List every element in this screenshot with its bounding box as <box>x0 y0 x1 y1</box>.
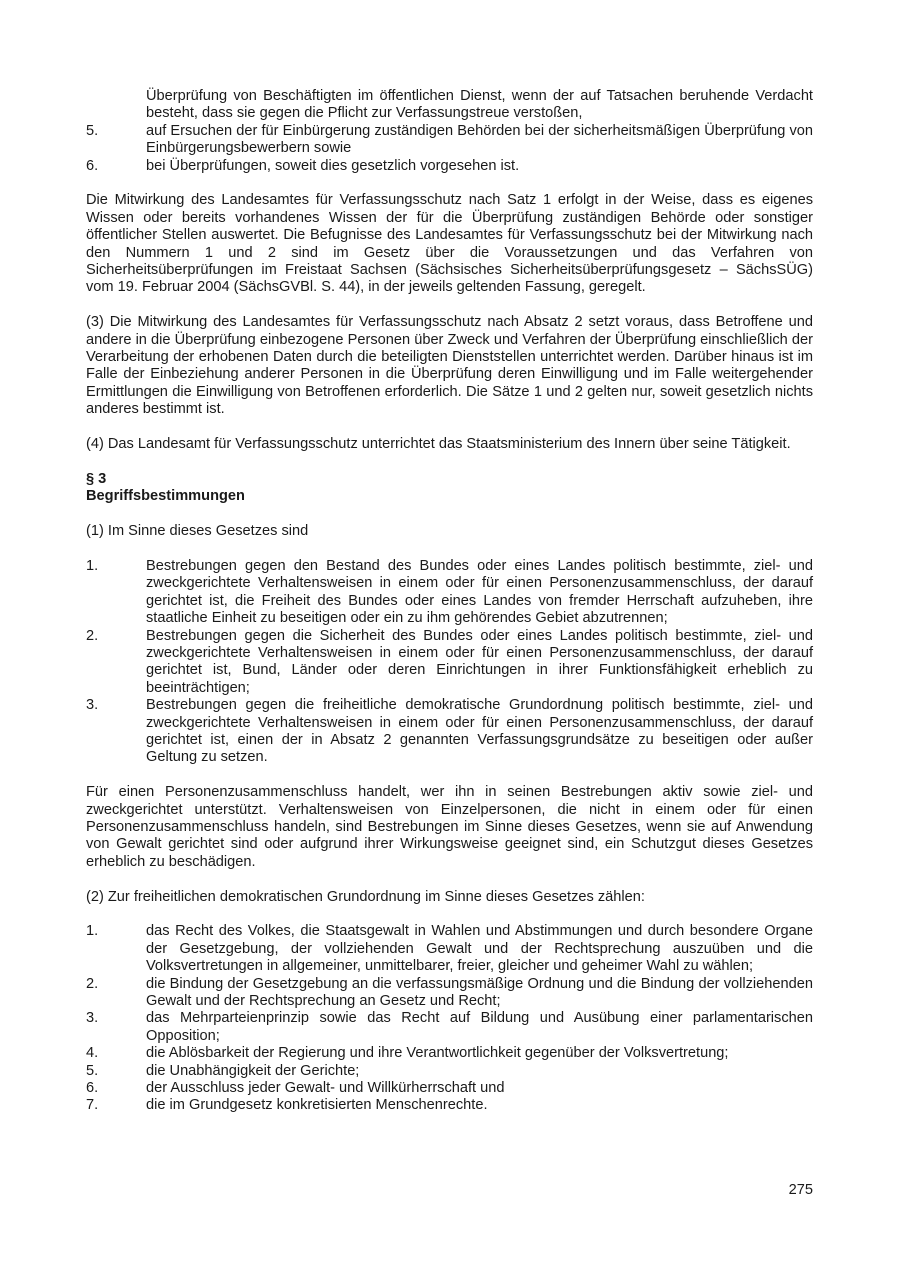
list-item-number: 7. <box>86 1097 99 1114</box>
grundordnung-list <box>86 923 813 1114</box>
list-item-number: 6. <box>86 1080 99 1097</box>
document-page <box>86 88 813 1115</box>
list-item <box>86 1097 813 1114</box>
list-item-number: 3. <box>86 697 99 714</box>
list-item-text: Bestrebungen gegen den Bestand des Bundes oder eines Landes politisch bestimmte, ziel- und zweckgerichtete Verhaltensweisen in einem oder für einen Personenzusammenschluss, der darauf gerichtet ist, die Freiheit des Bundes oder eines Landes von fremder Herrschaft aufzuheben, ihre staatliche Einheit zu beseitigen oder ein zu ihm gehörendes Gebiet abzutrennen; <box>146 557 813 627</box>
list-item <box>86 1080 813 1097</box>
paragraph-4: (4) Das Landesamt für Verfassungsschutz unterrichtet das Staatsministerium des Innern über seine Tätigkeit. <box>86 436 791 453</box>
list-item <box>86 1010 813 1045</box>
section-title: Begriffsbestimmungen <box>86 488 245 505</box>
list-item-number: 6. <box>86 157 99 174</box>
list-item-text: auf Ersuchen der für Einbürgerung zuständigen Behörden bei der sicherheitsmäßigen Überprüfung von Einbürgerungsbewerbern sowie <box>146 122 813 157</box>
list-item <box>86 558 813 628</box>
list-item-text: Bestrebungen gegen die freiheitliche demokratische Grundordnung politisch bestimmte, ziel- und zweckgerichtete Verhaltensweisen in einem oder für einen Personenzusammenschluss, der darauf gerichtet ist, einen der in Absatz 2 genannten Verfassungsgrundsätze zu beseitigen oder außer Geltung zu setzen. <box>146 697 813 766</box>
list-item-number: 3. <box>86 1010 99 1027</box>
paragraph-2-intro: (2) Zur freiheitlichen demokratischen Grundordnung im Sinne dieses Gesetzes zählen: <box>86 888 645 905</box>
paragraph-1-intro: (1) Im Sinne dieses Gesetzes sind <box>86 523 309 540</box>
paragraph-personenzusammenschluss: Für einen Personenzusammenschluss handelt, wer ihn in seinen Bestrebungen aktiv sowie ziel- und zweckgerichtet unterstützt. Verhaltensweisen von Einzelpersonen, die nicht in einem oder für einen Personenzusammenschluss handeln, sind Bestrebungen im Sinne dieses Gesetzes, wenn sie auf Anwendung von Gewalt gerichtet sind oder aufgrund ihrer Wirkungsweise geeignet sind, ein Schutzgut dieses Gesetzes erheblich zu beschädigen. <box>86 784 813 870</box>
paragraph-3: (3) Die Mitwirkung des Landesamtes für Verfassungsschutz nach Absatz 2 setzt voraus, dass Betroffene und andere in die Überprüfung einbezogene Personen über Zweck und Verfahren der Überprüfung einschließlich der Verarbeitung der erhobenen Daten durch die beteiligten Dienststellen unterrichtet werden. Darüber hinaus ist im Falle der Einbeziehung anderer Personen in die Überprüfung deren Einwilligung und im Falle weitergehender Ermittlungen die Einwilligung von Betroffenen erforderlich. Die Sätze 1 und 2 gelten nur, soweit gesetzlich nichts anderes bestimmt ist. <box>86 314 813 418</box>
list-item-text: die Bindung der Gesetzgebung an die verfassungsmäßige Ordnung und die Bindung der vollziehenden Gewalt und der Rechtsprechung an Gesetz und Recht; <box>146 975 813 1009</box>
list-item-text: das Mehrparteienprinzip sowie das Recht auf Bildung und Ausübung einer parlamentarischen Opposition; <box>146 1010 813 1044</box>
list-item <box>86 923 813 975</box>
list-item-text: Bestrebungen gegen die Sicherheit des Bundes oder eines Landes politisch bestimmte, ziel- und zweckgerichtete Verhaltensweisen in einem oder für einen Personenzusammenschluss, der darauf gerichtet ist, Bund, Länder oder deren Einrichtungen in ihrer Funktionsfähigkeit erheblich zu beeinträchtigen; <box>146 627 813 696</box>
list-item-text: die Unabhängigkeit der Gerichte; <box>146 1062 360 1079</box>
list-item <box>86 1063 813 1080</box>
list-item-number: 1. <box>86 923 99 940</box>
list-item-text: die Ablösbarkeit der Regierung und ihre Verantwortlichkeit gegenüber der Volksvertretung; <box>146 1045 729 1062</box>
paragraph-mitwirkung: Die Mitwirkung des Landesamtes für Verfassungsschutz nach Satz 1 erfolgt in der Weise, dass es eigenes Wissen oder bereits vorhandenes Wissen der für die Überprüfung zuständigen Behörde oder sonstiger öffentlicher Stellen auswertet. Die Befugnisse des Landesamtes für Verfassungsschutz bei der Mitwirkung nach den Nummern 1 und 2 sind im Gesetz über die Voraussetzungen und das Verfahren von Sicherheitsüberprüfungen im Freistaat Sachsen (Sächsisches Sicherheitsüberprüfungsgesetz – SächsSÜG) vom 19. Februar 2004 (SächsGVBl. S. 44), in der jeweils geltenden Fassung, geregelt. <box>86 192 813 296</box>
list-item <box>86 976 813 1011</box>
list-item-text: das Recht des Volkes, die Staatsgewalt in Wahlen und Abstimmungen und durch besondere Organe der Gesetzgebung, der vollziehenden Gewalt und der Rechtsprechung auszuüben und die Volksvertretungen in allgemeiner, unmittelbarer, freier, gleicher und geheimer Wahl zu wählen; <box>146 923 813 975</box>
list-item-number: 2. <box>86 975 99 992</box>
page-number: 275 <box>788 1182 813 1198</box>
list-item-number: 2. <box>86 627 99 644</box>
list-item-number: 1. <box>86 557 99 574</box>
list-item-number: 4. <box>86 1045 99 1062</box>
list-item-number: 5. <box>86 122 99 139</box>
list-item <box>86 1045 813 1062</box>
list-item-text: die im Grundgesetz konkretisierten Menschenrechte. <box>146 1097 488 1114</box>
section-number: § 3 <box>86 470 107 487</box>
list-item-text: bei Überprüfungen, soweit dies gesetzlich vorgesehen ist. <box>146 157 520 174</box>
list-item <box>86 628 813 698</box>
list-item-continuation: Überprüfung von Beschäftigten im öffentlichen Dienst, wenn der auf Tatsachen beruhende Verdacht besteht, dass sie gegen die Pflicht zur Verfassungstreue verstoßen, <box>146 88 813 122</box>
list-item <box>86 158 813 175</box>
list-item <box>86 697 813 767</box>
list-item-number: 5. <box>86 1062 99 1079</box>
list-item-text: der Ausschluss jeder Gewalt- und Willkürherrschaft und <box>146 1080 505 1097</box>
top-list <box>86 123 813 175</box>
definition-list <box>86 558 813 767</box>
list-item <box>86 123 813 158</box>
